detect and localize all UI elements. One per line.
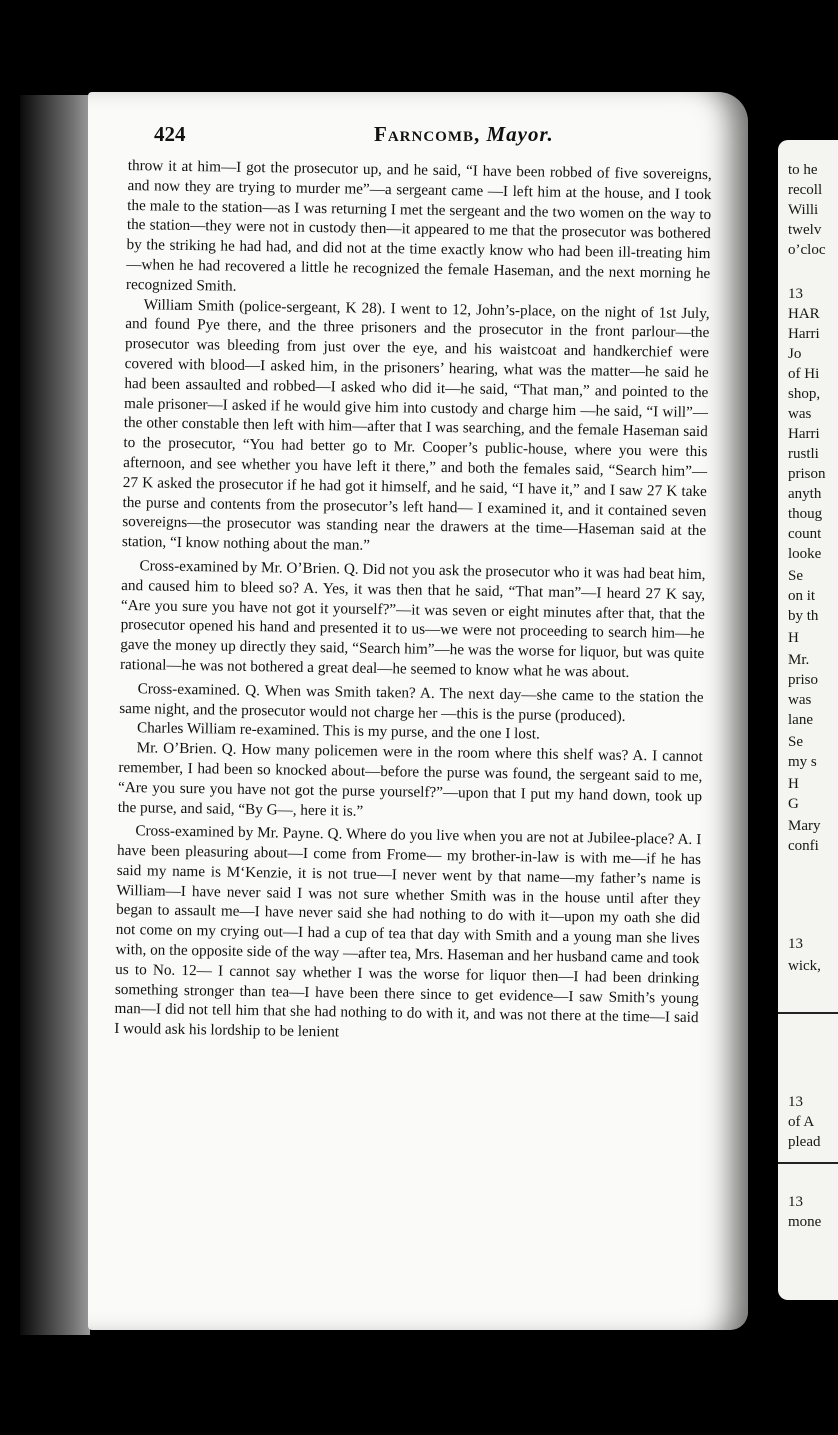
right-fragment: of Hi — [788, 366, 820, 382]
right-fragment: on it — [788, 588, 816, 604]
section-rule — [778, 1012, 838, 1014]
paragraph: Cross-examined. Q. When was Smith taken? A. The next day—she came to the station the same night, and the prosecutor would not charge her —this is the purse (produced). — [119, 679, 704, 725]
section-rule — [778, 1162, 838, 1164]
running-title-office: Mayor. — [486, 122, 554, 146]
running-title-name: Farncomb, — [374, 122, 481, 146]
paragraph: William Smith (police-sergeant, K 28). I went to 12, John’s-place, on the night of 1st July, and found Pye there, and the three prisoners and the prosecutor in the front parlour—the prosecutor was bleeding from just over the eye, and his waistcoat and handkerchief were covered with blood—I asked him, in the prisoners’ hearing, what was the matter—he said he had been assaulted and robbed—I asked who did it—he said, “That man,” and pointed to the male prisoner—I asked if he would give him into custody and charge him —he said, “I will”—the other constable then left with him—after that I was searching, and the female Haseman said to the prosecutor, “You had better go to Mr. Cooper’s public-house, where you were this afternoon, and see whether you have left it there,” and both the females said, “Search him”— 27 K asked the prosecutor if he had got it himself, and he said, “I have it,” and I saw 27 K take the purse and contents from the prosecutor’s left hand— I examined it, and it contained seven sovereigns—the prosecutor was standing near the drawers at the time—Haseman said at the station, “I know nothing about the man.” — [121, 295, 710, 554]
right-fragment: recoll — [788, 182, 823, 198]
paragraph: Cross-examined by Mr. Payne. Q. Where do you live when you are not at Jubilee-place? A. I have been pleasuring about—I come from Frome— my brother-in-law is with me—if he has said my name is M‘Kenzie, it is not true—I never went by that name—my father’s name is William—I have never said I was not sure whether Smith was in the house until after they began to assault me—I have never said she had nothing to do with it—upon my oath she did not come on my crying out—I had a cup of tea that day with Smith and a young man she lives with, on the opposite side of the way —after tea, Mrs. Haseman and her husband came and took us to No. 12— I cannot say whether I was the worse for liquor then—I had been drinking something stronger than tea—I have been there since to get evidence—I saw Smith’s young man—I did not tell him that she had nothing to do with it, and was not there at the time—I said I would ask his lordship to be lenient — [114, 822, 702, 1041]
right-fragment: Mary — [788, 818, 821, 834]
paragraph: Cross-examined by Mr. O’Brien. Q. Did not you ask the prosecutor who it was had beat him, and caused him to bleed so? A. Yes, it was then that he said, “That man”—I heard 27 K say, “Are you sure you have not got it yourself?”—it was seven or eight minutes after that, that the prosecutor opened his hand and presented it to us—we were not proceeding to search him—he gave the money up directly they said, “Search him”—he was the worse for liquor, but was quite rational—he was not bothered a great deal—he seemed to know what he was about. — [119, 557, 706, 681]
right-fragment: mone — [788, 1214, 822, 1230]
right-fragment: looke — [788, 546, 822, 562]
right-fragment: confi — [788, 838, 819, 854]
right-fragment: anyth — [788, 486, 822, 502]
right-fragment: Jo — [788, 346, 802, 362]
right-fragment: 13 — [788, 936, 803, 952]
paragraph: Mr. O’Brien. Q. How many policemen were in the room where this shelf was? A. I cannot remember, I had been so knocked about—before the purse was found, the sergeant said to me, “Are you sure you have not got the purse yourself?”—upon that I put my hand down, took up the purse, and said, “By G—, here it is.” — [117, 739, 703, 820]
right-fragment: H — [788, 630, 799, 646]
right-fragment: was — [788, 406, 812, 422]
right-fragment: Harri — [788, 326, 820, 342]
right-fragment: my s — [788, 754, 817, 770]
right-fragment: o’cloc — [788, 242, 826, 258]
right-fragment: count — [788, 526, 822, 542]
right-fragment: 13 — [788, 1194, 803, 1210]
book-gutter-shadow — [20, 95, 90, 1335]
right-fragment: H — [788, 776, 799, 792]
right-page-edge — [778, 140, 838, 1300]
right-fragment: Se — [788, 734, 803, 750]
right-fragment: shop, — [788, 386, 821, 402]
right-fragment: wick, — [788, 958, 821, 974]
right-fragment: 13 — [788, 286, 803, 302]
right-fragment: twelv — [788, 222, 822, 238]
right-fragment: lane — [788, 712, 813, 728]
right-fragment: prison — [788, 466, 826, 482]
page-header — [154, 122, 714, 150]
right-fragment: Harri — [788, 426, 820, 442]
right-fragment: HAR — [788, 306, 820, 322]
page-number: 424 — [154, 122, 186, 146]
body-text — [114, 156, 712, 1048]
paragraph: Charles William re-examined. This is my purse, and the one I lost. — [136, 719, 541, 743]
running-title — [374, 122, 554, 147]
right-fragment: plead — [788, 1134, 821, 1150]
right-fragment: by th — [788, 608, 819, 624]
right-fragment: Se — [788, 568, 803, 584]
right-fragment: thoug — [788, 506, 823, 522]
right-fragment: G — [788, 796, 799, 812]
right-fragment: rustli — [788, 446, 819, 462]
right-fragment: was — [788, 692, 812, 708]
paragraph: throw it at him—I got the prosecutor up, and he said, “I have been robbed of five sovereigns, and now they are trying to murder me”—a sergeant came —I left him at the house, and I took the male to the station—as I was returning I met the sergeant and the two women on the way to the station—they were not in custody then—it appeared to me that the prosecutor was bothered by the striking he had had, and did not at the time exactly know who had been ill-treating him—when he had recovered a little he recognized the female Haseman, and the next morning he recognized Smith. — [125, 156, 712, 295]
right-fragment: to he — [788, 162, 818, 178]
right-fragment: Mr. — [788, 652, 810, 668]
right-fragment: priso — [788, 672, 818, 688]
right-fragment: 13 — [788, 1094, 803, 1110]
right-fragment: Willi — [788, 202, 819, 218]
right-fragment: of A — [788, 1114, 815, 1130]
